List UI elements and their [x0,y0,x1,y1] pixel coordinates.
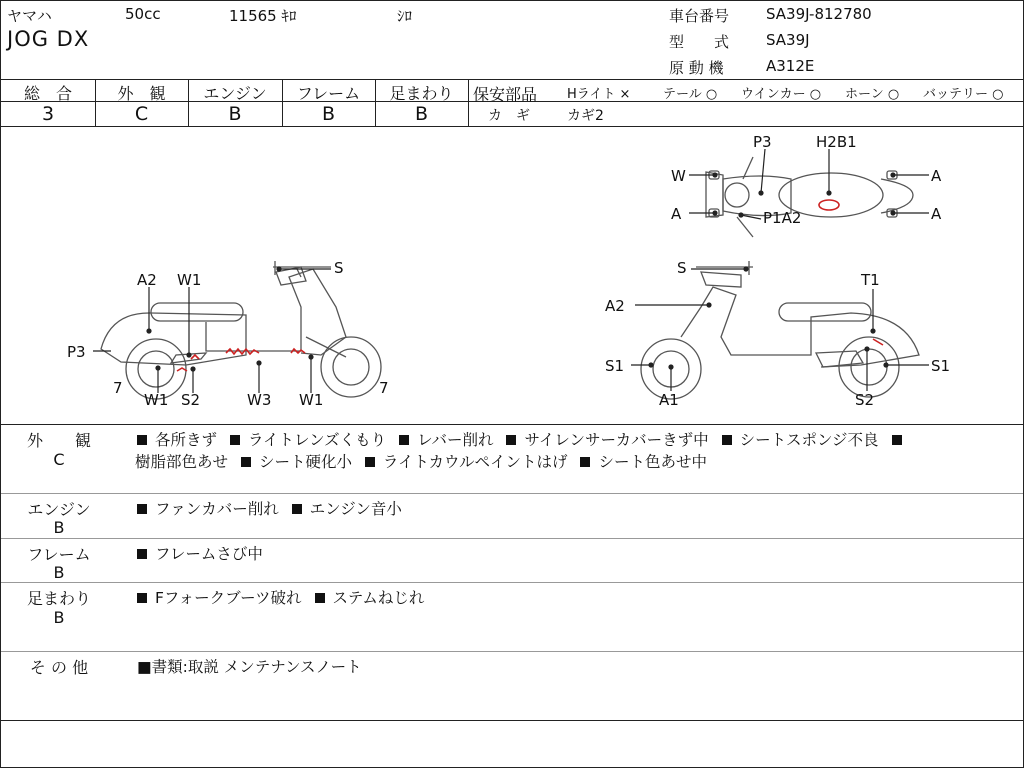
maker: ヤマハ [7,7,52,25]
displacement: 50cc [125,5,161,23]
remarks-engine-label: エンジン [27,500,91,519]
label-right-s2: S2 [855,391,875,409]
label-top-a-right-rear: A [931,205,942,223]
engine-remarks [137,497,402,519]
body-color: ｼﾛ [397,7,413,25]
frame-remarks [137,542,263,564]
key-value: カギ2 [567,108,604,124]
remark-item: ステムねじれ [332,589,425,607]
label-left-w1-top: W1 [177,271,202,289]
remarks-exterior-grade: C [53,450,65,469]
remark-item: シートスポンジ不良 [739,431,879,449]
remark-item: 樹脂部色あせ [135,453,229,471]
label-left-7-front: 7 [379,379,389,397]
other-remarks: ■書類:取説 メンテナンスノート [137,658,362,676]
divider [1,79,1023,80]
remarks-engine-grade: B [53,518,65,537]
label-top-a-left: A [671,205,682,223]
label-right-s1-rear: S1 [931,357,951,375]
remark-item: ライトレンズくもり [247,431,387,449]
engine-model-label: 原 動 機 [669,59,724,77]
label-left-w3: W3 [247,391,272,409]
label-left-w1-rear: W1 [144,391,169,409]
exterior-remarks-line1 [137,428,910,450]
mileage: 11565 ｷﾛ [229,7,297,25]
remarks-frame-label: フレーム [27,545,91,564]
suspension-grade: B [414,103,429,125]
label-top-w: W [671,167,686,185]
frame-no: SA39J-812780 [766,5,872,23]
damage-mark-seat [819,200,839,210]
remark-item: シート硬化小 [258,453,352,471]
remark-item: Fフォークブーツ破れ [155,589,302,607]
label-left-p3: P3 [67,343,86,361]
divider [1,720,1023,721]
remark-item: ファンカバー削れ [155,500,279,518]
key-label: カ ギ [488,108,530,124]
divider [1,424,1023,425]
label-right-a1: A1 [659,391,679,409]
label-left-a2: A2 [137,271,157,289]
engine-model: A312E [766,57,815,75]
label-right-s: S [677,259,687,277]
suspension-remarks [137,586,424,608]
label-left-7-rear: 7 [113,379,123,397]
remark-item: シート色あせ中 [598,453,707,471]
frame-no-label: 車台番号 [669,7,730,25]
suspension-grade-label: 足まわり [389,84,454,103]
remarks-suspension-label: 足まわり [26,589,91,608]
label-top-p1a2: P1A2 [763,209,802,227]
remark-item: レバー削れ [417,431,494,449]
total-grade: 3 [41,103,55,125]
remarks-other-label: そ の 他 [29,658,89,677]
damage-diagram [1,127,1023,424]
frame-grade-label: フレーム [296,84,361,103]
label-right-s1-front: S1 [605,357,625,375]
frame-grade: B [321,103,336,125]
exterior-label: 外 観 [117,84,166,103]
type-value: SA39J [766,31,810,49]
label-right-a2: A2 [605,297,625,315]
horn-status: ホーン ○ [845,87,900,102]
remark-item: エンジン音小 [309,500,402,518]
battery-status: バッテリー ○ [923,87,1004,102]
remark-item: フレームさび中 [155,545,263,563]
type-label: 型 式 [669,33,730,51]
divider [1,538,1023,539]
headlight-status: Hライト × [567,87,631,102]
label-right-t1: T1 [861,271,880,289]
remarks-exterior-label: 外 観 [26,431,91,450]
remarks-frame-grade: B [53,563,65,582]
remarks-suspension-grade: B [53,608,65,627]
model-name: JOG DX [7,27,90,51]
remark-item: サイレンサーカバーきず中 [524,431,709,449]
total-label: 総 合 [23,84,72,103]
divider [1,582,1023,583]
damage-mark-muffler [191,355,199,359]
remark-item: 各所きず [155,431,218,449]
winker-status: ウインカー ○ [741,87,822,102]
label-top-p3: P3 [753,133,772,151]
divider [468,79,469,126]
label-left-w1-front: W1 [299,391,324,409]
label-left-s: S [334,259,344,277]
remark-item: ライトカウルペイントはげ [382,453,568,471]
exterior-grade: C [134,103,149,125]
divider [1,651,1023,652]
label-top-a-right-front: A [931,167,942,185]
engine-grade: B [228,103,242,125]
tail-status: テール ○ [663,87,718,102]
exterior-remarks-line2 [135,450,707,472]
divider [1,493,1023,494]
label-left-s2: S2 [181,391,201,409]
label-top-h2b1: H2B1 [816,133,857,151]
top-view-scooter [706,157,913,237]
safety-label: 保安部品 [473,85,538,104]
engine-grade-label: エンジン [203,84,267,103]
